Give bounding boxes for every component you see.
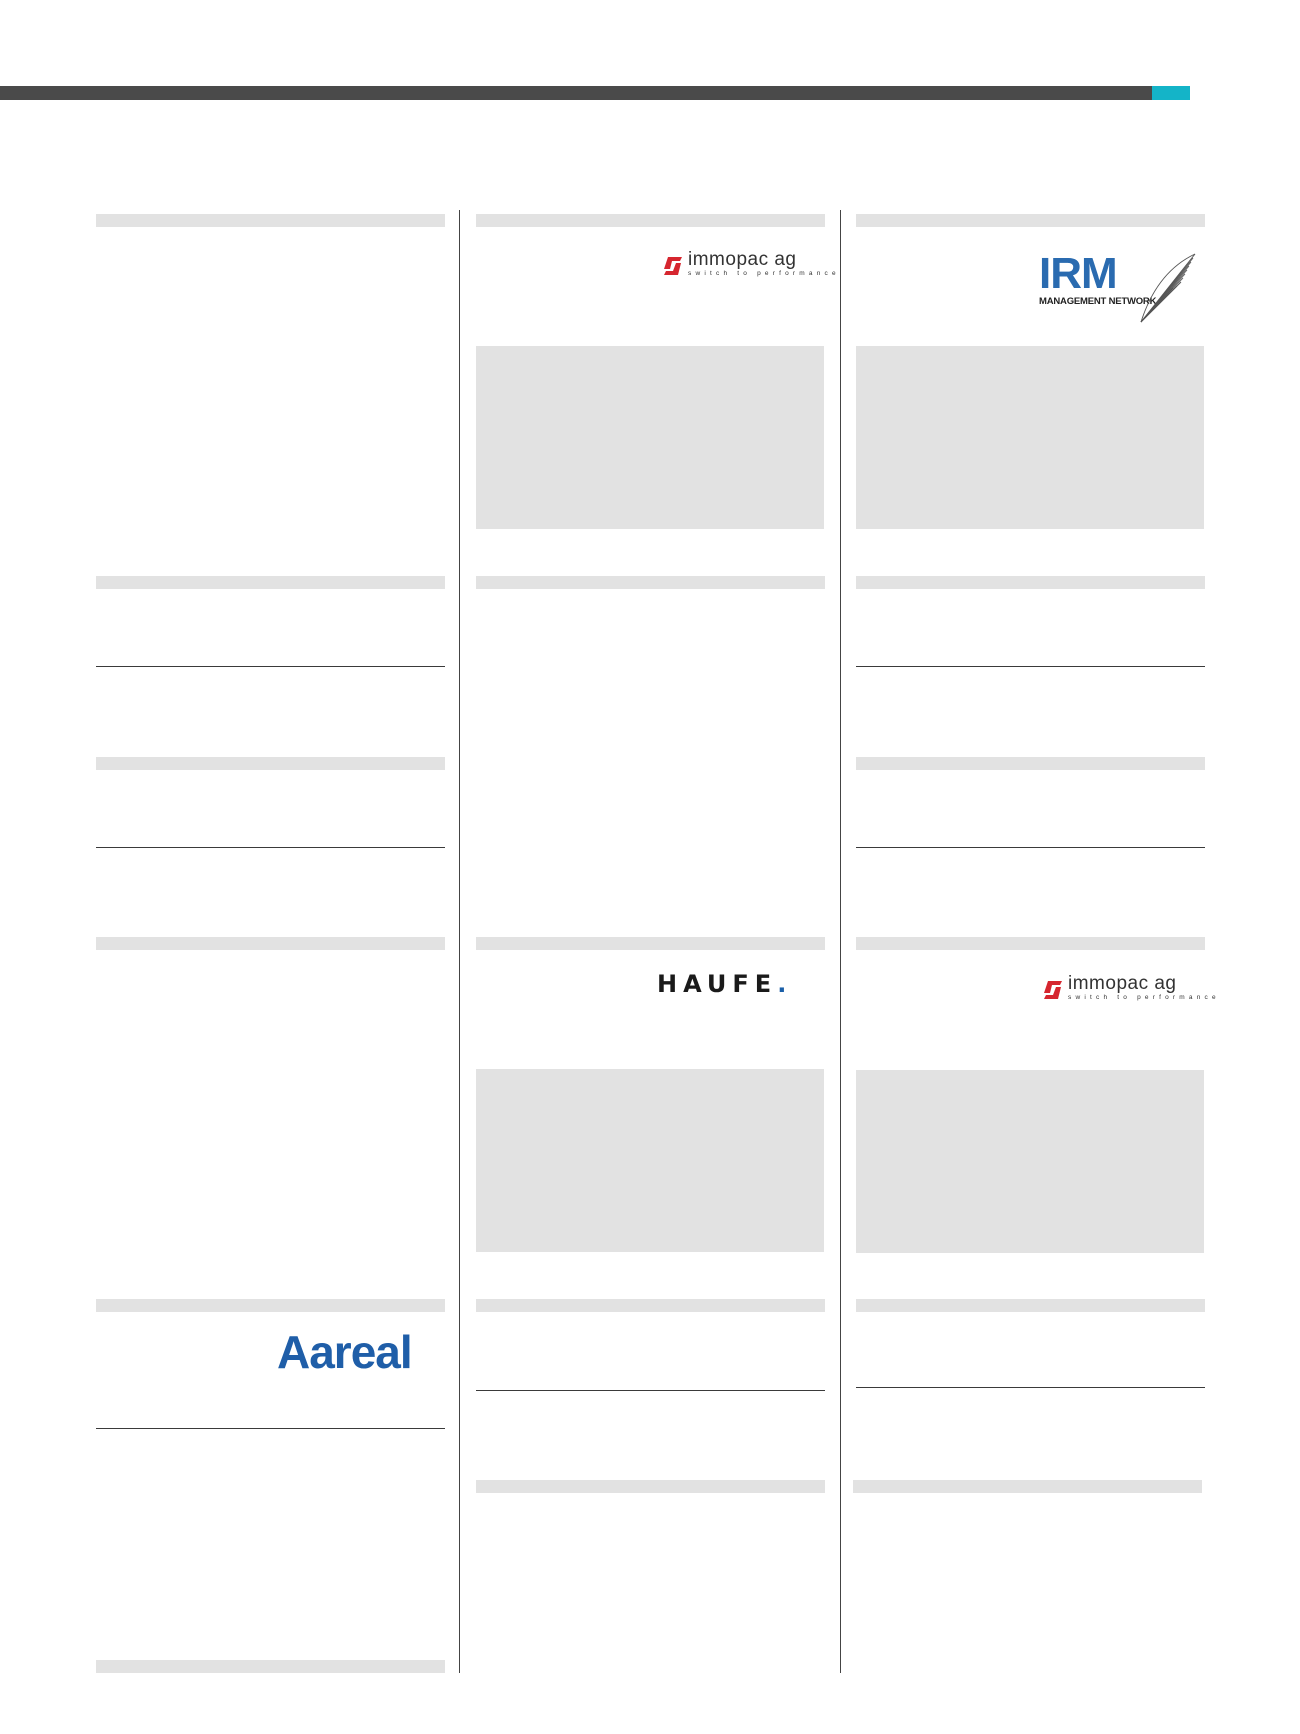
section-band <box>856 576 1205 589</box>
section-band <box>476 576 825 589</box>
section-band <box>476 937 825 950</box>
section-band <box>476 214 825 227</box>
immopac-mark-icon <box>662 254 684 276</box>
gray-panel <box>856 346 1204 529</box>
haufe-logo-text: HAUFE <box>657 970 778 998</box>
section-divider <box>96 847 445 848</box>
gray-panel <box>476 1069 824 1252</box>
section-band <box>476 1480 825 1493</box>
immopac-logo <box>662 249 840 280</box>
immopac-name: immopac ag <box>688 249 797 270</box>
section-divider <box>96 1428 445 1429</box>
immopac-name: immopac ag <box>1068 973 1177 994</box>
header-bar <box>0 86 1152 100</box>
immopac-tagline: switch to performance <box>688 270 840 277</box>
irm-logo-text: IRM <box>1039 249 1117 298</box>
section-band <box>96 757 445 770</box>
section-divider <box>96 666 445 667</box>
section-divider <box>476 1390 825 1391</box>
section-band <box>853 1480 1202 1493</box>
haufe-logo <box>657 970 792 998</box>
section-divider <box>856 666 1205 667</box>
aareal-logo-text: Aareal <box>277 1326 412 1378</box>
irm-logo-subtitle: MANAGEMENT NETWORK <box>1039 296 1157 307</box>
immopac-tagline: switch to performance <box>1068 994 1220 1001</box>
aareal-logo <box>277 1325 412 1379</box>
section-band <box>856 937 1205 950</box>
section-band <box>96 937 445 950</box>
haufe-logo-dot: . <box>777 970 793 998</box>
section-band <box>476 1299 825 1312</box>
section-band <box>856 1299 1205 1312</box>
immopac-logo <box>1042 973 1220 1004</box>
section-band <box>96 576 445 589</box>
column-divider-1 <box>459 210 460 1673</box>
irm-logo <box>1039 249 1199 324</box>
irm-swoosh-icon <box>1137 252 1197 324</box>
immopac-mark-icon <box>1042 978 1064 1000</box>
section-divider <box>856 1387 1205 1388</box>
section-band <box>96 214 445 227</box>
section-band <box>96 1660 445 1673</box>
section-band <box>856 757 1205 770</box>
section-band <box>96 1299 445 1312</box>
header-accent <box>1152 86 1190 100</box>
section-band <box>856 214 1205 227</box>
section-divider <box>856 847 1205 848</box>
column-divider-2 <box>840 210 841 1673</box>
gray-panel <box>476 346 824 529</box>
gray-panel <box>856 1070 1204 1253</box>
